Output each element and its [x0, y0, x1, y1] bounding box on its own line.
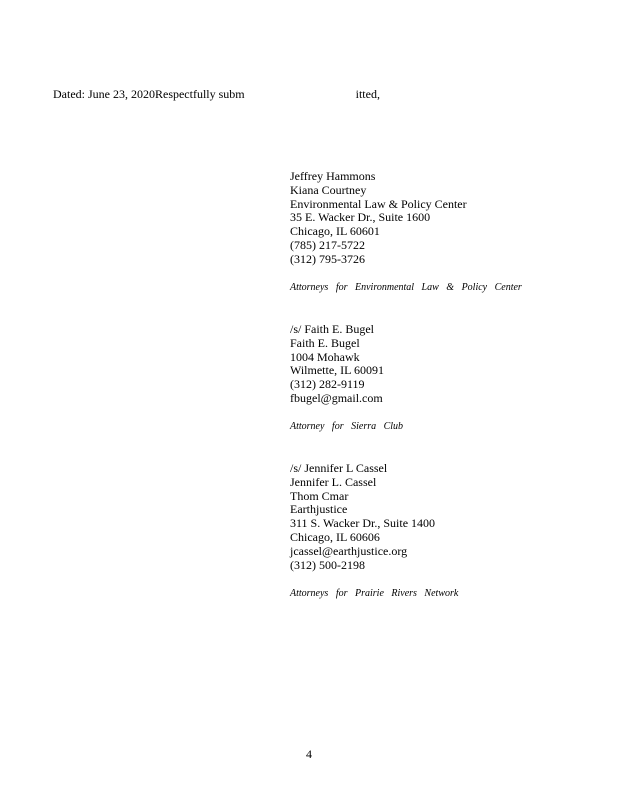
signature-line: (785) 217-5722 [290, 237, 365, 252]
signature-line: /s/ Jennifer L Cassel [290, 461, 388, 475]
page-number: 4 [306, 747, 312, 761]
email-line: jcassel@earthjustice.org [290, 543, 408, 558]
role-sierra-club: Attorney for Sierra Club [290, 421, 404, 432]
respectfully-submitted-text-part2: itted, [355, 87, 380, 101]
signature-line: Thom Cmar [290, 488, 349, 503]
signature-line: (312) 500-2198 [290, 557, 365, 572]
dated-line [53, 87, 380, 101]
signature-block-elpc [290, 170, 467, 267]
signature-line: /s/ Faith E. Bugel [290, 322, 374, 336]
signature-line: Environmental Law & Policy Center [290, 196, 467, 211]
signature-line: (312) 282-9119 [290, 377, 365, 392]
role-elpc: Attorneys for Environmental Law & Policy Center [290, 282, 522, 293]
signature-line: Wilmette, IL 60091 [290, 363, 385, 378]
signature-block-prairie-rivers [290, 462, 435, 572]
role-prairie-rivers: Attorneys for Prairie Rivers Network [290, 588, 459, 599]
signature-line: Chicago, IL 60601 [290, 224, 380, 239]
signature-line: Jennifer L. Cassel [290, 474, 377, 489]
signature-line: 35 E. Wacker Dr., Suite 1600 [290, 210, 431, 225]
respectfully-submitted-text-part1: Respectfully subm [154, 87, 245, 101]
signature-line: (312) 795-3726 [290, 251, 365, 266]
signature-line: Chicago, IL 60606 [290, 529, 380, 544]
signature-line: Jeffrey Hammons [290, 169, 376, 183]
signature-line: 311 S. Wacker Dr., Suite 1400 [290, 516, 436, 531]
date-text: Dated: June 23, 2020 [53, 87, 155, 101]
signature-line: 1004 Mohawk [290, 349, 360, 364]
signature-line: Kiana Courtney [290, 182, 367, 197]
signature-block-sierra-club [290, 323, 384, 406]
email-line: fbugel@gmail.com [290, 390, 383, 405]
signature-line: Earthjustice [290, 502, 348, 517]
signature-line: Faith E. Bugel [290, 335, 360, 350]
